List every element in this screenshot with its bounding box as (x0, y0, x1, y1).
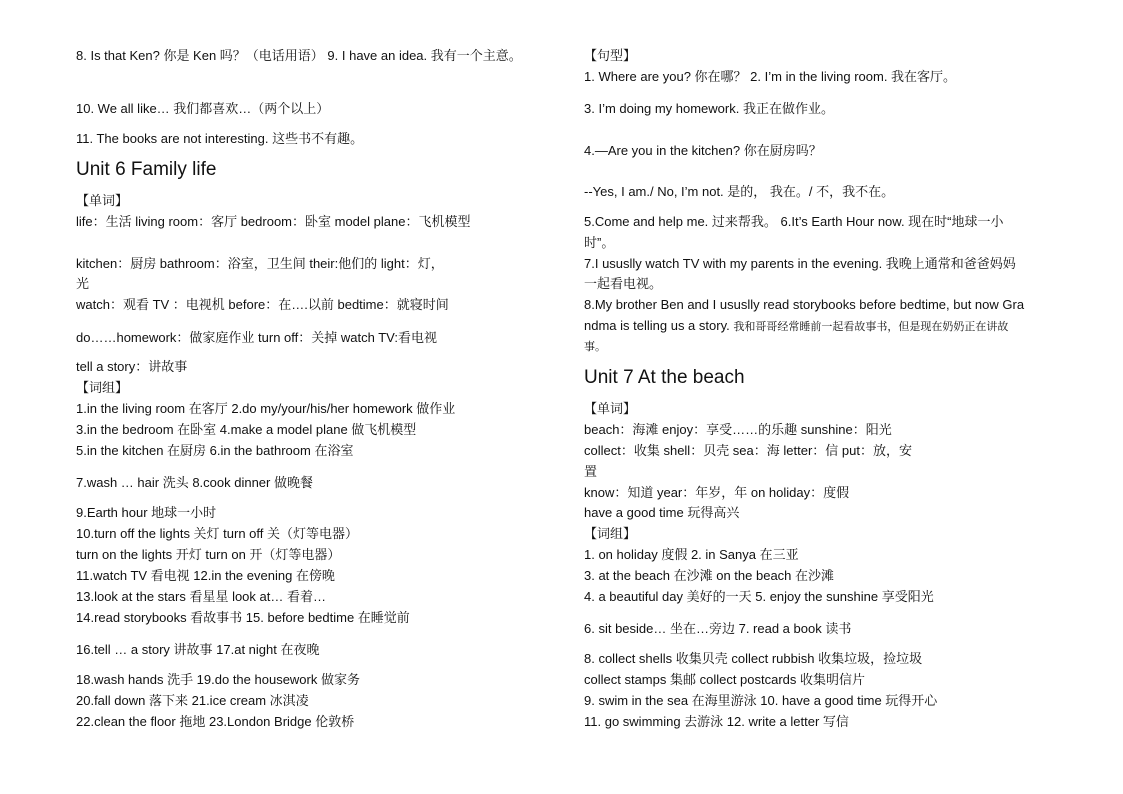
sentence-line: --Yes, I am./ No, I’m not. 是的， 我在。/ 不，我不在。 (584, 184, 895, 199)
vocab-heading: 【单词】 (584, 401, 637, 416)
vocab-line: watch：观看 TV ：电视机 before：在….以前 bedtime：就寝时间 (76, 297, 449, 312)
phrase-line: 1.in the living room 在客厅 2.do my/your/his/her homework 做作业 (76, 401, 456, 416)
sentence-8-chinese: 我和哥哥经常睡前一起看故事书，但是现在奶奶正在讲故 (733, 321, 1009, 333)
sentence-line-continued: 一起看电视。 (584, 276, 663, 291)
phrase-line: 5.in the kitchen 在厨房 6.in the bathroom 在浴室 (76, 443, 354, 458)
sentence-line-continued (584, 317, 1008, 336)
phrase-line: 7.wash … hair 洗头 8.cook dinner 做晚餐 (76, 475, 313, 490)
phrase-line: 14.read storybooks 看故事书 15. before bedtime 在睡觉前 (76, 610, 410, 625)
vocab-line: collect：收集 shell：贝壳 sea：海 letter：信 put：放，安 (584, 443, 912, 458)
sentence-line-continued: 事。 (584, 341, 606, 353)
phrase-heading: 【词组】 (584, 526, 637, 541)
phrase-line: 4. a beautiful day 美好的一天 5. enjoy the sunshine 享受阳光 (584, 589, 934, 604)
phrase-line: 10.turn off the lights 关灯 turn off 关（灯等电器） (76, 526, 359, 541)
phrase-line: 11. go swimming 去游泳 12. write a letter 写信 (584, 714, 849, 729)
vocab-line: life：生活 living room：客厅 bedroom：卧室 model plane：飞机模型 (76, 214, 471, 229)
phrase-line: 18.wash hands 洗手 19.do the housework 做家务 (76, 672, 360, 687)
phrase-line: collect stamps 集邮 collect postcards 收集明信片 (584, 672, 866, 687)
phrase-line: 11.watch TV 看电视 12.in the evening 在傍晚 (76, 568, 335, 583)
phrase-line: 20.fall down 落下来 21.ice cream 冰淇凌 (76, 693, 309, 708)
vocab-line: beach：海滩 enjoy：享受……的乐趣 sunshine：阳光 (584, 422, 892, 437)
sentence-line: 5.Come and help me. 过来帮我。 6.It’s Earth Hour now. 现在时“地球一小 (584, 214, 1004, 229)
sentence-11: 11. The books are not interesting. 这些书不有趣。 (76, 131, 364, 146)
vocab-line: kitchen：厨房 bathroom：浴室，卫生间 their:他们的 light：灯， (76, 256, 444, 271)
phrase-line: turn on the lights 开灯 turn on 开（灯等电器） (76, 547, 341, 562)
phrase-line: 1. on holiday 度假 2. in Sanya 在三亚 (584, 547, 799, 562)
right-column (560, 0, 1123, 794)
sentence-pattern-heading: 【句型】 (584, 48, 637, 63)
sentence-line: 3. I’m doing my homework. 我正在做作业。 (584, 101, 834, 116)
vocab-line: do……homework：做家庭作业 turn off：关掉 watch TV:看电视 (76, 330, 437, 345)
vocab-heading: 【单词】 (76, 193, 129, 208)
vocab-line: have a good time 玩得高兴 (584, 505, 740, 520)
vocab-line-continued: 置 (584, 464, 598, 479)
phrase-line: 3. at the beach 在沙滩 on the beach 在沙滩 (584, 568, 835, 583)
vocab-line-continued: 光 (76, 276, 90, 291)
phrase-line: 16.tell … a story 讲故事 17.at night 在夜晚 (76, 642, 320, 657)
vocab-line: tell a story：讲故事 (76, 359, 188, 374)
phrase-line: 8. collect shells 收集贝壳 collect rubbish 收集垃圾，捡垃圾 (584, 651, 923, 666)
sentence-8-english-end: ndma is telling us a story. (584, 318, 734, 333)
phrase-line: 22.clean the floor 拖地 23.London Bridge 伦敦桥 (76, 714, 355, 729)
sentence-line-continued: 时”。 (584, 235, 615, 250)
phrase-line: 9. swim in the sea 在海里游泳 10. have a good time 玩得开心 (584, 693, 938, 708)
unit7-heading: Unit 7 At the beach (584, 367, 745, 388)
left-column (0, 0, 560, 794)
vocab-line: know：知道 year：年岁，年 on holiday：度假 (584, 485, 850, 500)
phrase-line: 13.look at the stars 看星星 look at… 看着… (76, 589, 326, 604)
sentence-line: 7.I ususlly watch TV with my parents in the evening. 我晚上通常和爸爸妈妈 (584, 256, 1016, 271)
phrase-heading: 【词组】 (76, 380, 129, 395)
sentence-10: 10. We all like… 我们都喜欢…（两个以上） (76, 101, 330, 116)
sentence-line: 1. Where are you? 你在哪？ 2. I’m in the living room. 我在客厅。 (584, 69, 957, 84)
unit6-heading: Unit 6 Family life (76, 159, 217, 180)
phrase-line: 9.Earth hour 地球一小时 (76, 505, 217, 520)
phrase-line: 6. sit beside… 坐在…旁边 7. read a book 读书 (584, 621, 852, 636)
sentence-line: 4.—Are you in the kitchen? 你在厨房吗？ (584, 143, 822, 158)
sentence-8-9: 8. Is that Ken? 你是 Ken 吗？（电话用语） 9. I have an idea. 我有一个主意。 (76, 48, 522, 63)
sentence-line: 8.My brother Ben and I ususlly read storybooks before bedtime, but now Gra (584, 297, 1025, 312)
phrase-line: 3.in the bedroom 在卧室 4.make a model plane 做飞机模型 (76, 422, 417, 437)
